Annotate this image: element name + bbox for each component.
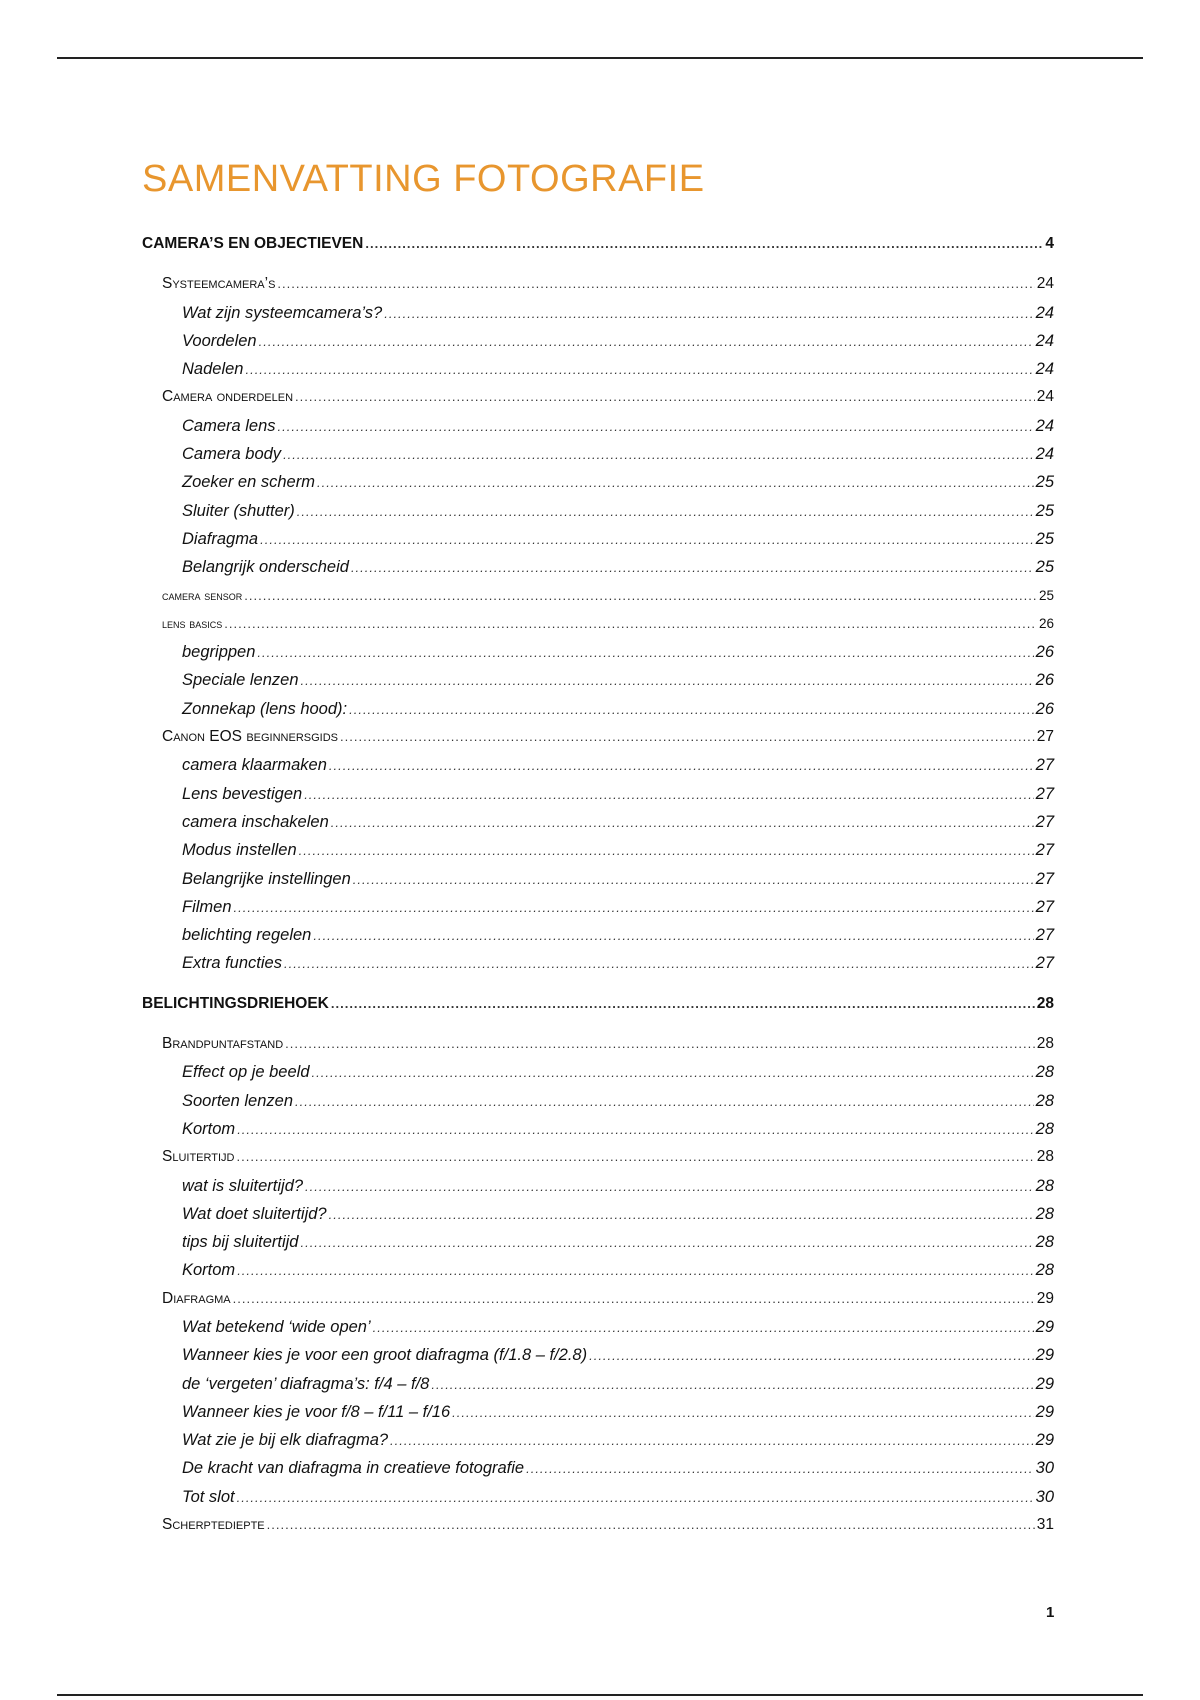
toc-entry-wide-open[interactable] — [142, 1313, 1054, 1341]
toc-entry-camera-klaarmaken[interactable] — [142, 751, 1054, 779]
toc-entry-diafragma-sub[interactable] — [142, 525, 1054, 553]
toc-entry-page: 24 — [1035, 445, 1054, 464]
toc-entry-label: camera klaarmaken — [182, 756, 327, 775]
toc-entry-camera-onderdelen[interactable] — [142, 383, 1054, 411]
toc-entry-zoeker-en-scherm[interactable] — [142, 468, 1054, 496]
toc-entry-label: Lens bevestigen — [182, 784, 303, 803]
toc-entry-label: lens basics — [162, 615, 223, 631]
toc-entry-label: de ‘vergeten’ diafragma’s: f/4 – f/8 — [182, 1374, 430, 1393]
toc-entry-camera-lens[interactable] — [142, 412, 1054, 440]
toc-entry-page: 25 — [1035, 473, 1054, 492]
toc-entry-page: 28 — [1036, 1035, 1054, 1053]
toc-entry-page: 28 — [1035, 1091, 1054, 1110]
toc-entry-label: BELICHTINGSDRIEHOEK — [142, 994, 329, 1012]
dot-leader — [244, 582, 1037, 610]
toc-entry-kortom-1[interactable] — [142, 1115, 1054, 1143]
toc-entry-extra-functies[interactable] — [142, 949, 1054, 977]
toc-entry-page: 28 — [1035, 1261, 1054, 1280]
toc-entry-label: Kortom — [182, 1119, 236, 1138]
toc-entry-page: 28 — [1035, 1176, 1054, 1195]
dot-leader — [260, 526, 1034, 554]
dot-leader — [297, 498, 1034, 526]
toc-entry-label: Extra functies — [182, 954, 282, 973]
toc-entry-label: Scherptediepte — [162, 1516, 265, 1534]
toc-entry-modus-instellen[interactable] — [142, 836, 1054, 864]
toc-entry-label: Systeemcamera’s — [162, 275, 276, 293]
page-title: SAMENVATTING FOTOGRAFIE — [142, 158, 705, 200]
dot-leader — [305, 1173, 1034, 1201]
dot-leader — [295, 1088, 1034, 1116]
toc-entry-zonnekap[interactable] — [142, 695, 1054, 723]
toc-entry-label: Camera body — [182, 445, 282, 464]
toc-entry-effect-op-je-beeld[interactable] — [142, 1058, 1054, 1086]
toc-entry-tot-slot[interactable] — [142, 1483, 1054, 1511]
toc-entry-page: 25 — [1038, 587, 1054, 603]
dot-leader — [259, 328, 1034, 356]
toc-entry-label: Canon EOS beginnersgids — [162, 728, 339, 746]
dot-leader — [299, 837, 1034, 865]
toc-entry-canon-eos-beginnersgids[interactable] — [142, 723, 1054, 751]
toc-entry-belichtingsdriehoek[interactable] — [142, 990, 1054, 1018]
toc-entry-label: De kracht van diafragma in creatieve fotografie — [182, 1459, 525, 1478]
dot-leader — [353, 866, 1034, 894]
toc-entry-label: Voordelen — [182, 331, 257, 350]
toc-entry-label: Effect op je beeld — [182, 1063, 310, 1082]
toc-entry-label: Nadelen — [182, 360, 244, 379]
dot-leader — [257, 639, 1033, 667]
dot-leader — [284, 950, 1034, 978]
toc-entry-page: 27 — [1036, 728, 1054, 746]
toc-entry-label: Sluiter (shutter) — [182, 501, 295, 520]
toc-entry-belichting-regelen[interactable] — [142, 921, 1054, 949]
dot-leader — [313, 922, 1033, 950]
toc-entry-page: 27 — [1035, 954, 1054, 973]
toc-entry-label: Camera onderdelen — [162, 388, 294, 406]
toc-entry-page: 25 — [1035, 501, 1054, 520]
toc-entry-page: 31 — [1036, 1516, 1054, 1534]
toc-entry-page: 24 — [1035, 331, 1054, 350]
dot-leader — [390, 1427, 1034, 1455]
dot-leader — [304, 781, 1033, 809]
toc-entry-page: 27 — [1035, 897, 1054, 916]
toc-entry-wat-is-sluitertijd[interactable] — [142, 1172, 1054, 1200]
toc-entry-lens-basics[interactable] — [142, 610, 1054, 638]
toc-entry-page: 27 — [1035, 812, 1054, 831]
dot-leader — [351, 554, 1034, 582]
toc-entry-page: 29 — [1035, 1374, 1054, 1393]
toc-entry-label: Wanneer kies je voor f/8 – f/11 – f/16 — [182, 1402, 451, 1421]
toc-entry-soorten-lenzen[interactable] — [142, 1087, 1054, 1115]
toc-entry-label: Sluitertijd — [162, 1148, 235, 1166]
toc-entry-page: 28 — [1035, 1233, 1054, 1252]
dot-leader — [329, 752, 1034, 780]
dot-leader — [349, 696, 1034, 724]
dot-leader — [295, 383, 1035, 411]
toc-entry-label: Speciale lenzen — [182, 671, 299, 690]
dot-leader — [331, 809, 1034, 837]
toc-entry-label: camera inschakelen — [182, 812, 329, 831]
toc-entry-page: 24 — [1035, 303, 1054, 322]
dot-leader — [277, 270, 1034, 298]
table-of-contents — [142, 230, 1054, 1539]
toc-entry-begrippen[interactable] — [142, 638, 1054, 666]
toc-entry-label: Wat zie je bij elk diafragma? — [182, 1431, 389, 1450]
toc-entry-page: 29 — [1035, 1317, 1054, 1336]
toc-entry-label: Modus instellen — [182, 841, 297, 860]
top-rule — [57, 57, 1143, 59]
toc-entry-sluiter[interactable] — [142, 497, 1054, 525]
dot-leader — [329, 1201, 1034, 1229]
toc-entry-page: 30 — [1035, 1487, 1054, 1506]
toc-entry-camera-sensor[interactable] — [142, 582, 1054, 610]
toc-entry-label: begrippen — [182, 643, 256, 662]
dot-leader — [278, 413, 1034, 441]
toc-entry-page: 24 — [1035, 416, 1054, 435]
toc-entry-page: 28 — [1035, 1204, 1054, 1223]
toc-entry-page: 24 — [1035, 360, 1054, 379]
toc-entry-nadelen[interactable] — [142, 355, 1054, 383]
dot-leader — [300, 1229, 1033, 1257]
toc-entry-page: 29 — [1036, 1289, 1054, 1307]
toc-entry-label: Zoeker en scherm — [182, 473, 315, 492]
toc-entry-label: Belangrijke instellingen — [182, 869, 351, 888]
toc-entry-page: 28 — [1035, 1119, 1054, 1138]
dot-leader — [452, 1399, 1034, 1427]
toc-entry-page: 29 — [1035, 1402, 1054, 1421]
toc-entry-page: 26 — [1035, 699, 1054, 718]
toc-entry-page: 26 — [1038, 615, 1054, 631]
toc-entry-page: 27 — [1035, 926, 1054, 945]
toc-entry-kracht-van-diafragma[interactable] — [142, 1454, 1054, 1482]
toc-entry-label: Wanneer kies je voor een groot diafragma (f/1.8 – f/2.8) — [182, 1346, 588, 1365]
toc-entry-label: Wat zijn systeemcamera’s? — [182, 303, 383, 322]
dot-leader — [431, 1371, 1033, 1399]
toc-entry-kortom-2[interactable] — [142, 1256, 1054, 1284]
toc-entry-label: Kortom — [182, 1261, 236, 1280]
toc-entry-label: CAMERA’S EN OBJECTIEVEN — [142, 235, 364, 252]
dot-leader — [526, 1455, 1034, 1483]
dot-leader — [317, 469, 1034, 497]
toc-entry-label: belichting regelen — [182, 926, 312, 945]
dot-leader — [340, 723, 1035, 751]
toc-entry-voordelen[interactable] — [142, 327, 1054, 355]
dot-leader — [267, 1511, 1035, 1539]
bottom-rule — [57, 1694, 1143, 1696]
toc-entry-page: 24 — [1036, 388, 1054, 406]
toc-entry-label: Filmen — [182, 897, 232, 916]
toc-entry-page: 26 — [1035, 643, 1054, 662]
toc-entry-camera-inschakelen[interactable] — [142, 808, 1054, 836]
toc-entry-page: 29 — [1035, 1346, 1054, 1365]
toc-entry-page: 27 — [1035, 841, 1054, 860]
toc-entry-vergeten-diafragmas[interactable] — [142, 1370, 1054, 1398]
toc-entry-label: Diafragma — [162, 1289, 231, 1307]
dot-leader — [365, 230, 1043, 258]
toc-entry-page: 25 — [1035, 529, 1054, 548]
toc-entry-label: Tot slot — [182, 1487, 235, 1506]
dot-leader — [373, 1314, 1034, 1342]
dot-leader — [224, 610, 1037, 638]
dot-leader — [283, 441, 1034, 469]
toc-entry-page: 26 — [1035, 671, 1054, 690]
toc-entry-label: tips bij sluitertijd — [182, 1233, 299, 1252]
toc-entry-tips-bij-sluitertijd[interactable] — [142, 1228, 1054, 1256]
toc-entry-label: Brandpuntafstand — [162, 1035, 284, 1053]
toc-entry-label: Soorten lenzen — [182, 1091, 293, 1110]
toc-entry-f8-f11-f16[interactable] — [142, 1398, 1054, 1426]
toc-entry-speciale-lenzen[interactable] — [142, 666, 1054, 694]
toc-entry-brandpuntafstand[interactable] — [142, 1030, 1054, 1058]
toc-entry-wat-zie-je[interactable] — [142, 1426, 1054, 1454]
toc-entry-label: Belangrijk onderscheid — [182, 558, 349, 577]
dot-leader — [245, 356, 1033, 384]
dot-leader — [312, 1059, 1034, 1087]
toc-entry-page: 28 — [1035, 1063, 1054, 1082]
toc-entry-page: 27 — [1035, 784, 1054, 803]
toc-entry-page: 24 — [1036, 275, 1054, 293]
dot-leader — [237, 1257, 1033, 1285]
toc-entry-wat-doet-sluitertijd[interactable] — [142, 1200, 1054, 1228]
page-number: 1 — [1046, 1604, 1055, 1621]
toc-entry-page: 4 — [1045, 235, 1054, 252]
toc-entry-filmen[interactable] — [142, 893, 1054, 921]
toc-entry-page: 28 — [1036, 1148, 1054, 1166]
toc-entry-belangrijk-onderscheid[interactable] — [142, 553, 1054, 581]
toc-entry-page: 27 — [1035, 756, 1054, 775]
dot-leader — [331, 990, 1035, 1018]
toc-entry-label: Zonnekap (lens hood): — [182, 699, 348, 718]
dot-leader — [384, 300, 1033, 328]
toc-entry-page: 25 — [1035, 558, 1054, 577]
toc-entry-systeemcameras[interactable] — [142, 270, 1054, 298]
toc-entry-label: camera sensor — [162, 587, 243, 603]
toc-entry-page: 27 — [1035, 869, 1054, 888]
dot-leader — [589, 1342, 1034, 1370]
dot-leader — [237, 1484, 1034, 1512]
toc-entry-page: 30 — [1035, 1459, 1054, 1478]
dot-leader — [301, 667, 1034, 695]
toc-entry-label: Diafragma — [182, 529, 259, 548]
toc-entry-sluitertijd[interactable] — [142, 1143, 1054, 1171]
toc-entry-camera-s-en-objectieven[interactable] — [142, 230, 1054, 258]
toc-entry-belangrijke-instellingen[interactable] — [142, 865, 1054, 893]
toc-entry-page: 29 — [1035, 1431, 1054, 1450]
toc-entry-wat-zijn-systeemcameras[interactable] — [142, 299, 1054, 327]
toc-entry-lens-bevestigen[interactable] — [142, 780, 1054, 808]
toc-entry-scherptediepte[interactable] — [142, 1511, 1054, 1539]
toc-entry-label: Camera lens — [182, 416, 276, 435]
dot-leader — [285, 1030, 1035, 1058]
toc-entry-diafragma[interactable] — [142, 1285, 1054, 1313]
toc-entry-label: Wat doet sluitertijd? — [182, 1204, 327, 1223]
dot-leader — [237, 1116, 1033, 1144]
dot-leader — [236, 1143, 1034, 1171]
toc-entry-label: wat is sluitertijd? — [182, 1176, 304, 1195]
dot-leader — [234, 894, 1034, 922]
toc-entry-page: 28 — [1036, 994, 1054, 1012]
dot-leader — [233, 1285, 1035, 1313]
toc-entry-label: Wat betekend ‘wide open’ — [182, 1317, 371, 1336]
toc-entry-camera-body[interactable] — [142, 440, 1054, 468]
toc-entry-groot-diafragma[interactable] — [142, 1341, 1054, 1369]
